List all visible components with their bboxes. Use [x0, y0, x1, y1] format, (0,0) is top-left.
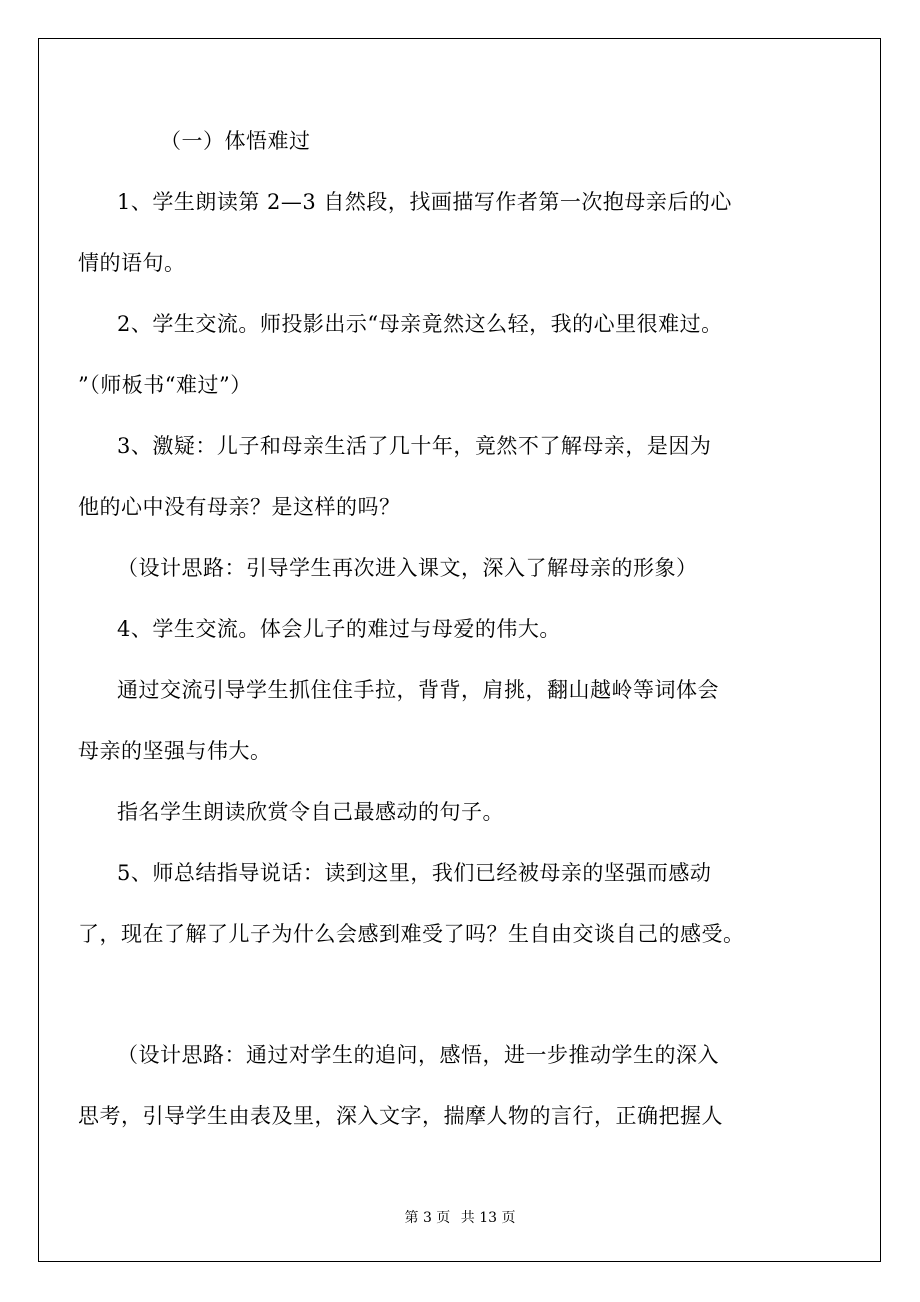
- paragraph-line: ”（师板书“难过”）: [78, 373, 252, 397]
- design-note: （设计思路：引导学生再次进入课文，深入了解母亲的形象）: [117, 556, 698, 580]
- page-number: 第 3 页: [404, 1210, 451, 1226]
- paragraph-line: 5、师总结指导说话：读到这里，我们已经被母亲的坚强而感动: [117, 861, 712, 885]
- paragraph-line: 1、学生朗读第 2—3 自然段，找画描写作者第一次抱母亲后的心: [117, 190, 732, 214]
- section-heading: （一）体悟难过: [160, 129, 311, 153]
- paragraph-line: 思考，引导学生由表及里，深入文字，揣摩人物的言行，正确把握人: [78, 1104, 723, 1128]
- paragraph-line: 4、学生交流。体会儿子的难过与母爱的伟大。: [117, 617, 561, 641]
- paragraph-line: 指名学生朗读欣赏令自己最感动的句子。: [117, 800, 504, 824]
- paragraph-line: 情的语句。: [78, 251, 186, 275]
- paragraph-line: 3、激疑：儿子和母亲生活了几十年，竟然不了解母亲，是因为: [117, 434, 712, 458]
- design-note: （设计思路：通过对学生的追问，感悟，进一步推动学生的深入: [117, 1043, 719, 1067]
- paragraph-line: 2、学生交流。师投影出示“母亲竟然这么轻，我的心里很难过。: [117, 312, 723, 336]
- page-border: [38, 38, 881, 1262]
- paragraph-line: 了，现在了解了儿子为什么会感到难受了吗？生自由交谈自己的感受。: [78, 922, 745, 946]
- paragraph-line: 母亲的坚强与伟大。: [78, 739, 272, 763]
- paragraph-line: 他的心中没有母亲？是这样的吗？: [78, 495, 401, 519]
- page-total: 共 13 页: [460, 1210, 516, 1226]
- page-footer: [0, 1209, 920, 1227]
- paragraph-line: 通过交流引导学生抓住住手拉，背背，肩挑，翻山越岭等词体会: [117, 678, 719, 702]
